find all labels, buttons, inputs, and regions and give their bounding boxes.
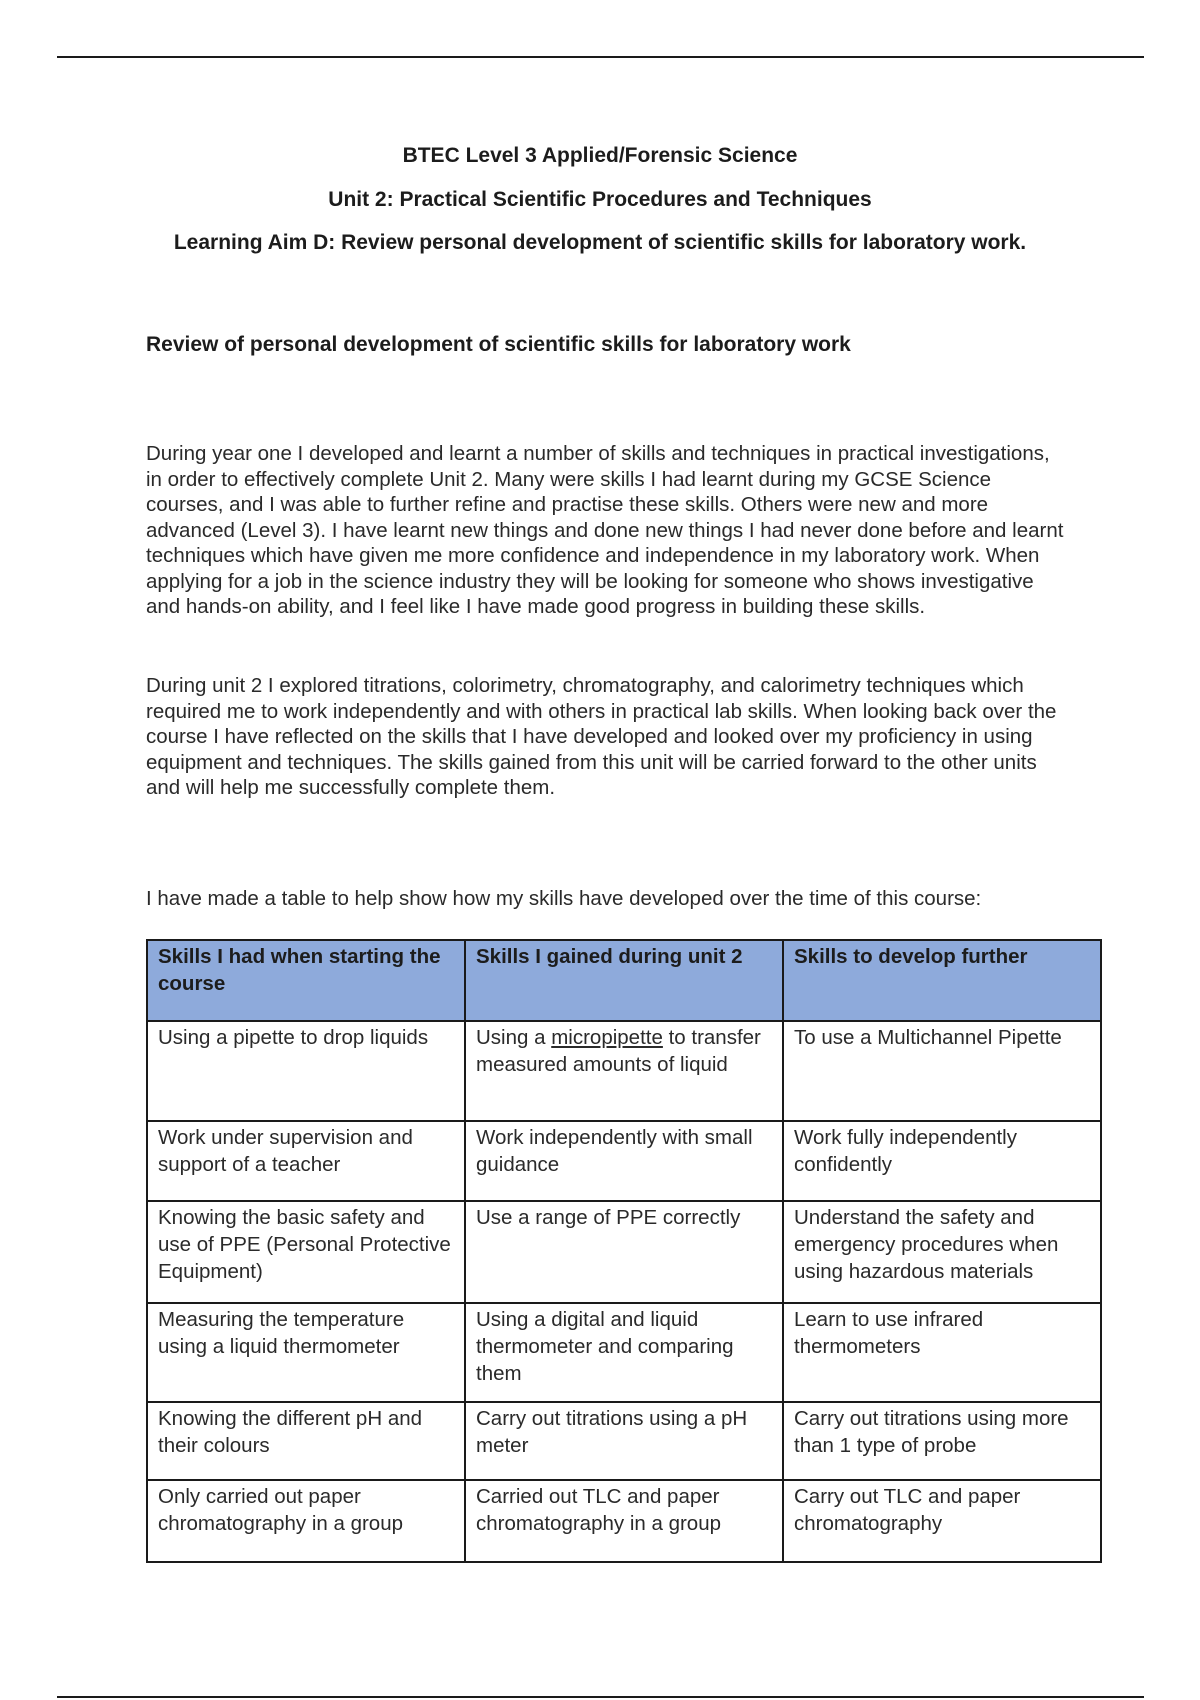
- table-row: [147, 1121, 1101, 1201]
- paragraph-year-one: During year one I developed and learnt a number of skills and techniques in practical investigations, in order to effectively complete Unit 2. Many were skills I had learnt during my GCSE Science courses, and I was able to further refine and practise these skills. Others were new and more advanced (Level 3). I have learnt new things and done new things I had never done before and learnt techniques which have given me more confidence and independence in my laboratory work. When applying for a job in the science industry they will be looking for someone who shows investigative and hands-on ability, and I feel like I have made good progress in building these skills.: [146, 442, 1064, 618]
- bottom-rule: [57, 1696, 1144, 1698]
- cell-text: to transfer measured amounts of liquid: [476, 1026, 761, 1076]
- cell-develop: Carry out titrations using more than 1 type of probe: [783, 1402, 1101, 1480]
- table-row: [147, 1201, 1101, 1303]
- cell-starting: Knowing the different pH and their colours: [147, 1402, 465, 1480]
- cell-develop: Work fully independently confidently: [783, 1121, 1101, 1201]
- cell-gained: [465, 1021, 783, 1121]
- top-rule: [57, 56, 1144, 58]
- table-row: [147, 1303, 1101, 1402]
- cell-gained: Using a digital and liquid thermometer and comparing them: [465, 1303, 783, 1402]
- cell-gained: Carry out titrations using a pH meter: [465, 1402, 783, 1480]
- cell-starting: Only carried out paper chromatography in a group: [147, 1480, 465, 1562]
- table-row: [147, 1021, 1101, 1121]
- cell-gained: Carried out TLC and paper chromatography in a group: [465, 1480, 783, 1562]
- paragraph-unit-two: During unit 2 I explored titrations, colorimetry, chromatography, and calorimetry techniques which required me to work independently and with others in practical lab skills. When looking back over the course I have reflected on the skills that I have developed and looked over my proficiency in using equipment and techniques. The skills gained from this unit will be carried forward to the other units and will help me successfully complete them.: [146, 674, 1057, 799]
- table-row: [147, 1402, 1101, 1480]
- cell-develop: Carry out TLC and paper chromatography: [783, 1480, 1101, 1562]
- paragraph-table-intro: I have made a table to help show how my skills have developed over the time of this course:: [146, 887, 982, 910]
- table-header-row: [147, 940, 1101, 1021]
- cell-starting: Work under supervision and support of a teacher: [147, 1121, 465, 1201]
- cell-starting: Using a pipette to drop liquids: [147, 1021, 465, 1121]
- cell-develop: Understand the safety and emergency procedures when using hazardous materials: [783, 1201, 1101, 1303]
- header-skills-gained: Skills I gained during unit 2: [465, 940, 783, 1021]
- header-skills-develop: Skills to develop further: [783, 940, 1101, 1021]
- course-title: BTEC Level 3 Applied/Forensic Science: [402, 144, 798, 167]
- learning-aim-title: Learning Aim D: Review personal development of scientific skills for laboratory work.: [173, 231, 1027, 254]
- cell-gained: Work independently with small guidance: [465, 1121, 783, 1201]
- cell-gained: Use a range of PPE correctly: [465, 1201, 783, 1303]
- table-row: [147, 1480, 1101, 1562]
- cell-starting: Measuring the temperature using a liquid thermometer: [147, 1303, 465, 1402]
- cell-starting: Knowing the basic safety and use of PPE (Personal Protective Equipment): [147, 1201, 465, 1303]
- unit-title: Unit 2: Practical Scientific Procedures and Techniques: [328, 188, 872, 211]
- section-title: Review of personal development of scientific skills for laboratory work: [146, 333, 851, 356]
- cell-develop: Learn to use infrared thermometers: [783, 1303, 1101, 1402]
- cell-develop: To use a Multichannel Pipette: [783, 1021, 1101, 1121]
- cell-text: Using a: [476, 1026, 552, 1049]
- document-header: [0, 144, 1200, 255]
- underlined-term: micropipette: [551, 1026, 663, 1049]
- header-skills-starting: Skills I had when starting the course: [147, 940, 465, 1021]
- skills-table: [146, 939, 1102, 1563]
